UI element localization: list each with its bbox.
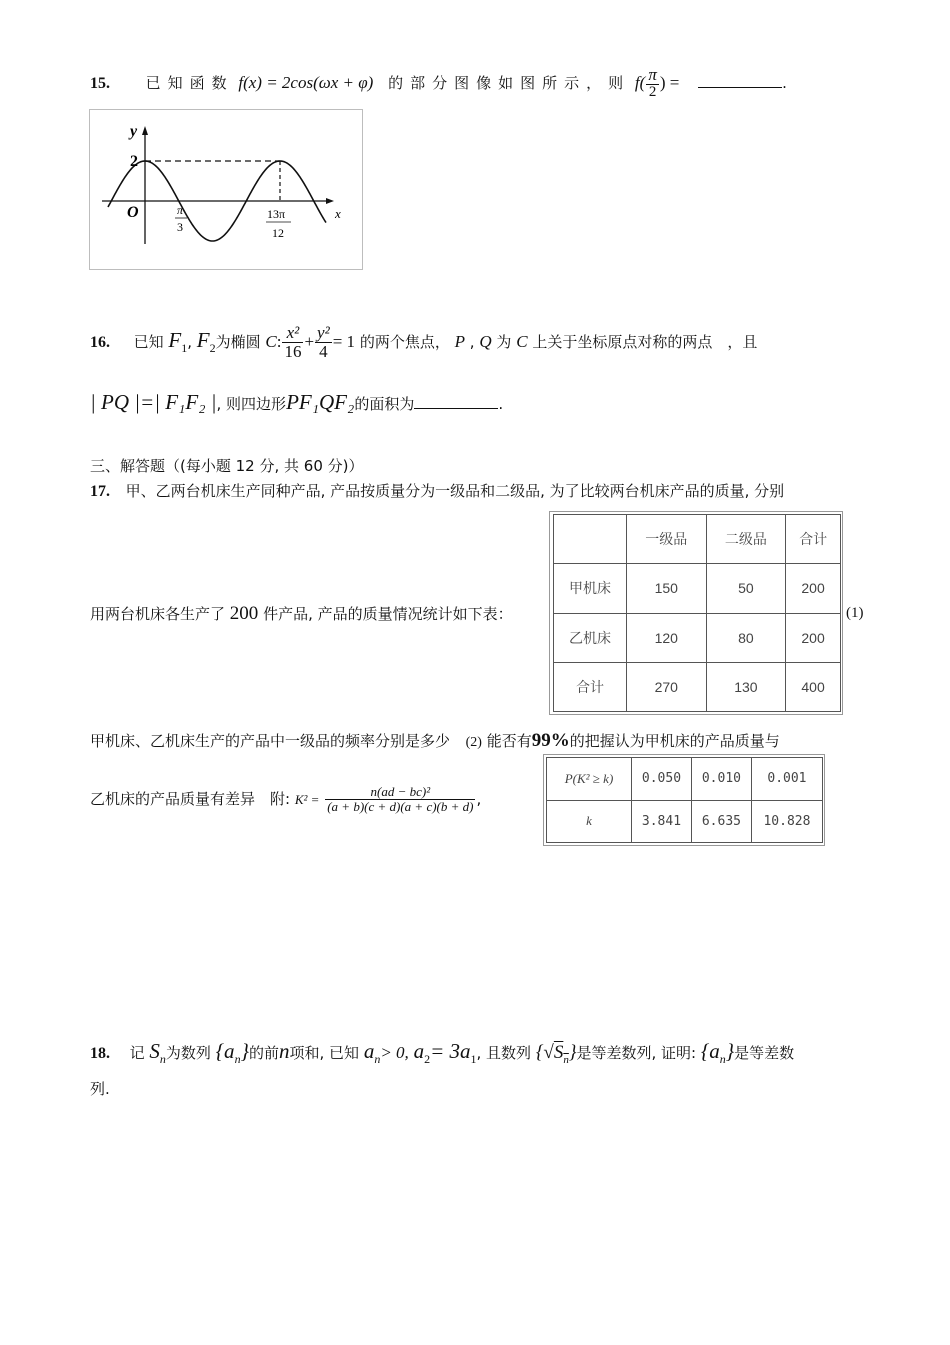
q15-ask-den: 2: [648, 83, 657, 100]
q16-eq1: = 1: [332, 332, 356, 351]
q15-end: .: [782, 73, 787, 92]
q17-line1: [90, 480, 784, 501]
graph-tick1-den: 3: [177, 220, 183, 234]
graph-x-label: x: [335, 206, 341, 221]
q18-cond1-sub: n: [374, 1052, 381, 1067]
table1-cell: 一级品: [627, 515, 707, 564]
table1-cell: 120: [627, 613, 707, 662]
table2-cell: 3.841: [632, 800, 692, 843]
table1-cell: 270: [627, 662, 707, 711]
q15-cosine-graph: [90, 110, 362, 269]
q18-sqrt-close: }: [568, 1042, 577, 1063]
q18-t2: 为数列: [165, 1044, 211, 1062]
q17-line4: [90, 777, 481, 821]
q16-f2: [196, 328, 216, 356]
q16-condition: | PQ |=| F₁F₂ |: [90, 390, 217, 414]
q18-number: 18.: [90, 1045, 110, 1062]
q18-cond2-sub: 2: [424, 1052, 431, 1067]
table2-row: [547, 800, 823, 843]
q15-text-a: 已知函数: [145, 73, 234, 92]
q15-line: [90, 65, 787, 100]
q16-number: 16.: [90, 334, 110, 351]
q16-den2: 4: [319, 342, 328, 361]
q17-line3-a: 甲机床、乙机床生产的产品中一级品的频率分别是多少: [90, 732, 451, 750]
q17-formula-den: (a + b)(c + d)(a + c)(b + d): [327, 799, 474, 814]
q15-ask-num: π: [648, 65, 657, 84]
q17-percent: 99%: [531, 730, 570, 751]
q18-sqrt-open: {√: [535, 1042, 554, 1063]
q17-table2: [546, 757, 823, 843]
y-axis-arrow-icon: [142, 126, 148, 135]
q16-line2-b: 的面积为: [354, 395, 415, 413]
table2-cell: P(K² ≥ k): [547, 758, 632, 801]
q18-cond2: [413, 1039, 477, 1067]
q16-den1: 16: [284, 342, 302, 361]
q18-an-set-open: {a: [215, 1039, 235, 1063]
table2-cell: 0.010: [691, 758, 751, 801]
table2-cell: 10.828: [751, 800, 822, 843]
q18-cond1-rest: > 0,: [380, 1043, 409, 1062]
q18-sqrt: [535, 1042, 577, 1066]
q17-count: 200: [229, 603, 259, 624]
q16-text-d: 为: [496, 333, 512, 351]
q17-line2-b: 件产品, 产品的质量情况统计如下表：: [263, 605, 513, 623]
q16-plus: +: [304, 332, 315, 351]
q17-line2: [90, 601, 513, 627]
q16-line1: 16. 已知 $F_1$, $F_2$为椭圆 C: $\frac{\text{x²}}{16}$ + $\frac{\text{y²}}{4}$ = 1 的两个焦点， P , Q 为 C 上关于坐标原点对称的两点 ，且: [90, 323, 758, 361]
q16-line2: [90, 385, 503, 419]
table1-cell: 合计: [786, 515, 841, 564]
q16-colon: :: [276, 332, 282, 351]
q18-sqrt-sub: n: [563, 1053, 569, 1066]
q17-formula-num: n(ad − bc)²: [325, 785, 475, 800]
q16-comma: ,: [187, 333, 192, 351]
table1-row: [554, 564, 841, 613]
q16-text-e: 上关于坐标原点对称的两点 ，且: [532, 333, 758, 351]
q17-line4-a: 乙机床的产品质量有差异 附:: [90, 790, 291, 808]
x-axis-arrow-icon: [326, 198, 334, 204]
q16-c: C: [265, 332, 277, 351]
q16-line2-a: , 则四边形: [216, 395, 287, 413]
q16-p: P: [454, 332, 466, 351]
q18-an2-sub: n: [719, 1052, 726, 1067]
q16-y2: y²: [317, 323, 330, 343]
q18-an2: [700, 1039, 735, 1067]
q16-f1-sub: 1: [181, 341, 188, 356]
q18-an-set-sub: n: [234, 1052, 241, 1067]
q17-table1-body: [554, 515, 841, 712]
q16-text-b: 为椭圆: [215, 333, 261, 351]
q16-quad: PF₁QF₂: [286, 390, 355, 414]
q15-graph-frame: [89, 109, 363, 270]
graph-tick2-num: 13π: [267, 207, 286, 221]
table1-header-row: [554, 515, 841, 564]
table1-cell: 400: [786, 662, 841, 711]
q18-an2-open: {a: [700, 1039, 720, 1063]
q18-sqrt-radicand: [553, 1042, 569, 1066]
q18-t1: 记: [129, 1044, 145, 1062]
table2-row: [547, 758, 823, 801]
table1-cell: 200: [786, 564, 841, 613]
q18-line2: 列.: [90, 1080, 110, 1098]
q17-number: 17.: [90, 483, 110, 500]
q18-t3: 的前: [248, 1044, 279, 1062]
table1-cell: 乙机床: [554, 613, 627, 662]
q18-t7: 是等差数: [734, 1044, 795, 1062]
table1-cell: 200: [786, 613, 841, 662]
q17-formula-frac: [325, 785, 475, 813]
q16-f1-letter: F: [168, 328, 182, 352]
table1-cell: 150: [627, 564, 707, 613]
table2-cell: k: [547, 800, 632, 843]
q18-sn-letter: S: [149, 1039, 160, 1063]
graph-y-label: y: [130, 123, 138, 140]
q18-cond2-a: a: [413, 1039, 425, 1063]
q16-c2: C: [516, 332, 528, 351]
q16-answer-blank: [414, 394, 498, 409]
q17-line1-text: 甲、乙两台机床生产同种产品, 产品按质量分为一级品和二级品, 为了比较两台机床产品的质量, 分别: [125, 482, 785, 500]
q17-line3: [90, 728, 780, 754]
q15-number: 15.: [90, 74, 110, 92]
q16-x2: x²: [282, 324, 303, 343]
q18-t5: , 且数列: [476, 1044, 532, 1062]
section3-title: 三、解答题（(每小题 12 分, 共 60 分)）: [90, 457, 364, 475]
q17-line3-b: 能否有: [486, 732, 532, 750]
table2-cell: 0.050: [632, 758, 692, 801]
q18-line1: [90, 1034, 794, 1068]
q17-part1-mark: (1): [846, 605, 864, 621]
q16-end: .: [498, 395, 504, 413]
q16-text-a: 已知: [133, 333, 164, 351]
q18-cond1-a: a: [363, 1039, 375, 1063]
table2-cell: 0.001: [751, 758, 822, 801]
table1-cell: 二级品: [706, 515, 786, 564]
q17-formula-lhs: K² =: [294, 792, 320, 807]
q17-table2-body: [547, 758, 823, 843]
q18-an-set-close: }: [240, 1039, 249, 1063]
q17-line2-a: 用两台机床各生产了: [90, 605, 226, 623]
q16-text-c: 的两个焦点，: [359, 333, 450, 351]
q18-cond1: [363, 1039, 409, 1067]
q17-formula-tail: ,: [476, 790, 482, 808]
q16-q: Q: [479, 332, 492, 351]
table1-cell: 甲机床: [554, 564, 627, 613]
graph-origin-label: O: [127, 204, 139, 221]
q16-frac1: [282, 324, 303, 361]
q16-frac2: [315, 324, 332, 361]
table1-cell: 130: [706, 662, 786, 711]
q18-sn: [149, 1039, 166, 1067]
table1-row: [554, 613, 841, 662]
q17-part2-mark: (2): [465, 735, 482, 750]
q18-an2-close: }: [725, 1039, 735, 1063]
table1-cell: [554, 515, 627, 564]
q16-f1: [168, 328, 188, 356]
q18-sn-sub: n: [159, 1052, 166, 1067]
q16-f2-sub: 2: [209, 341, 216, 356]
q18-an-set: [215, 1039, 249, 1067]
q15-ask-eq: ) =: [659, 72, 680, 92]
q18-cond2-sub2: 1: [470, 1052, 477, 1067]
q17-table1: [553, 514, 841, 712]
q18-n: n: [278, 1039, 290, 1063]
q15-ask-fraction: [646, 66, 659, 101]
q15-answer-blank: [698, 73, 782, 88]
graph-tick1-num: π: [177, 203, 184, 217]
table1-row: [554, 662, 841, 711]
table1-cell: 50: [706, 564, 786, 613]
graph-y-tick: 2: [130, 153, 138, 170]
q18-cond2-mid: = 3a: [430, 1039, 471, 1063]
q15-ask-f: f(: [634, 72, 646, 92]
q18-sqrt-s: S: [553, 1042, 564, 1063]
q17-line3-c: 的把握认为甲机床的产品质量与: [569, 732, 780, 750]
table2-cell: 6.635: [691, 800, 751, 843]
graph-tick2-den: 12: [272, 226, 284, 240]
q15-function: f(x) = 2cos(ωx + φ): [238, 72, 374, 92]
q16-f2-letter: F: [196, 328, 210, 352]
q18-t6: 是等差数列, 证明:: [576, 1044, 697, 1062]
q18-t4: 项和, 已知: [289, 1044, 360, 1062]
table1-cell: 合计: [554, 662, 627, 711]
q15-text-b: 的部分图像如图所示，则: [388, 73, 631, 92]
table1-cell: 80: [706, 613, 786, 662]
